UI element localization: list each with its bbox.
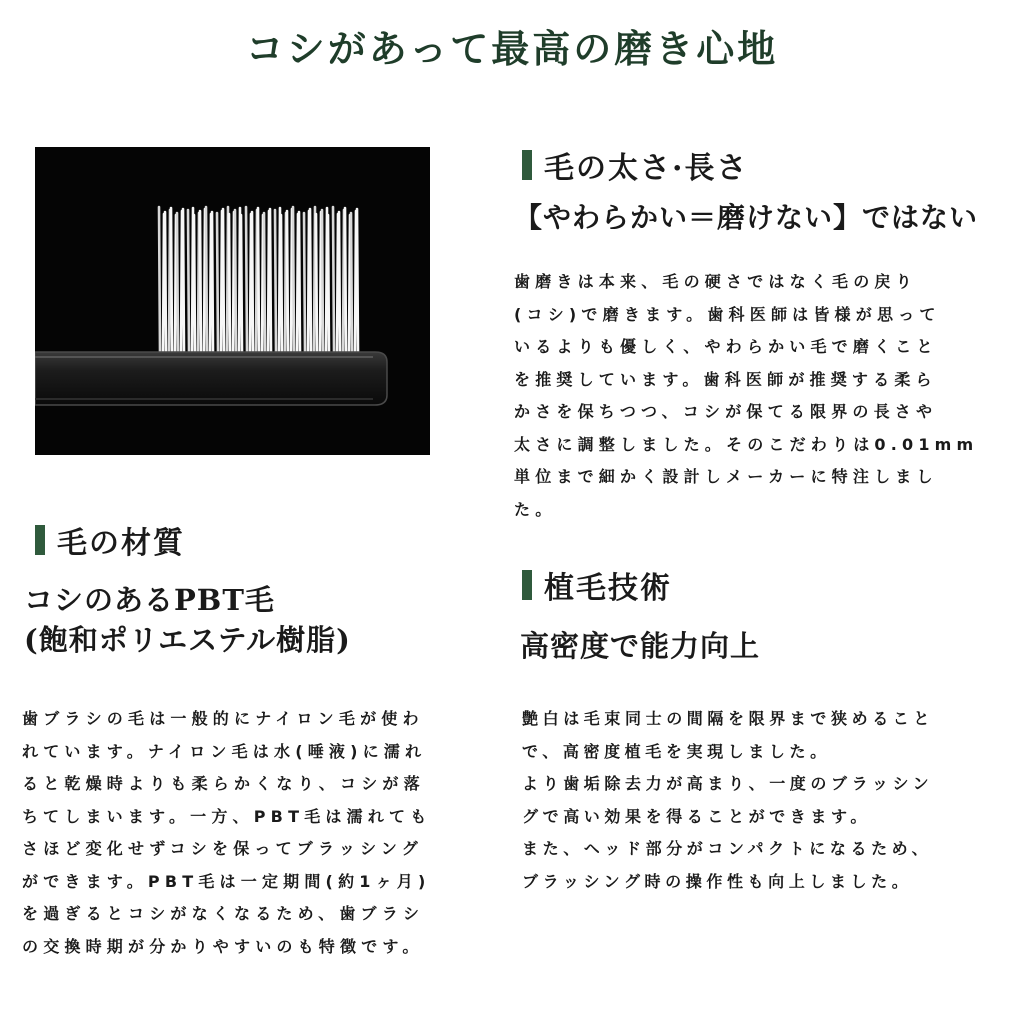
toothbrush-image: [35, 147, 430, 455]
material-body: 歯ブラシの毛は一般的にナイロン毛が使わ れています。ナイロン毛は水(唾液)に濡れ ると乾燥時よりも柔らかくなり、コシが落 ちてしまいます。一方、PBT毛は濡れても さほど変化せずコシを保ってブラッシング ができます。PBT毛は一定期間(約1ヶ月) を過ぎるとコシがなくなるため、歯ブラシ の交換時期が分かりやすいのも特徴です。: [22, 709, 432, 956]
thickness-subheading: 【やわらかい＝磨けない】ではない: [514, 201, 979, 234]
thickness-heading-label: 毛の太さ·長さ: [544, 151, 749, 186]
tufting-body: 艶白は毛束同士の間隔を限界まで狭めること で、高密度植毛を実現しました。 より歯垢除去力が高まり、一度のブラッシン グで高い効果を得ることができます。 また、ヘッド部分がコンパクトになるため、 ブラッシング時の操作性も向上しました。: [522, 709, 935, 891]
heading-accent-bar: [522, 150, 532, 180]
material-subheading: コシのあるPBT毛 (飽和ポリエステル樹脂): [24, 583, 351, 657]
thickness-heading: [522, 143, 748, 187]
material-heading: [35, 518, 185, 562]
tufting-heading-label: 植毛技術: [544, 571, 672, 606]
heading-accent-bar: [522, 570, 532, 600]
material-heading-label: 毛の材質: [57, 526, 185, 561]
tufting-subheading: 高密度で能力向上: [520, 629, 761, 663]
toothbrush-photo: [35, 147, 430, 455]
page-title: コシがあって最高の磨き心地: [245, 26, 779, 71]
thickness-body: 歯磨きは本来、毛の硬さではなく毛の戻り (コシ)で磨きます。歯科医師は皆様が思って いるよりも優しく、やわらかい毛で磨くこと を推奨しています。歯科医師が推奨する柔ら かさを保ちつつ、コシが保てる限界の長さや 太さに調整しました。そのこだわりは0.01mm 単位まで細かく設計しメーカーに特注しまし た。: [514, 272, 979, 519]
heading-accent-bar: [35, 525, 45, 555]
tufting-heading: [522, 563, 672, 607]
